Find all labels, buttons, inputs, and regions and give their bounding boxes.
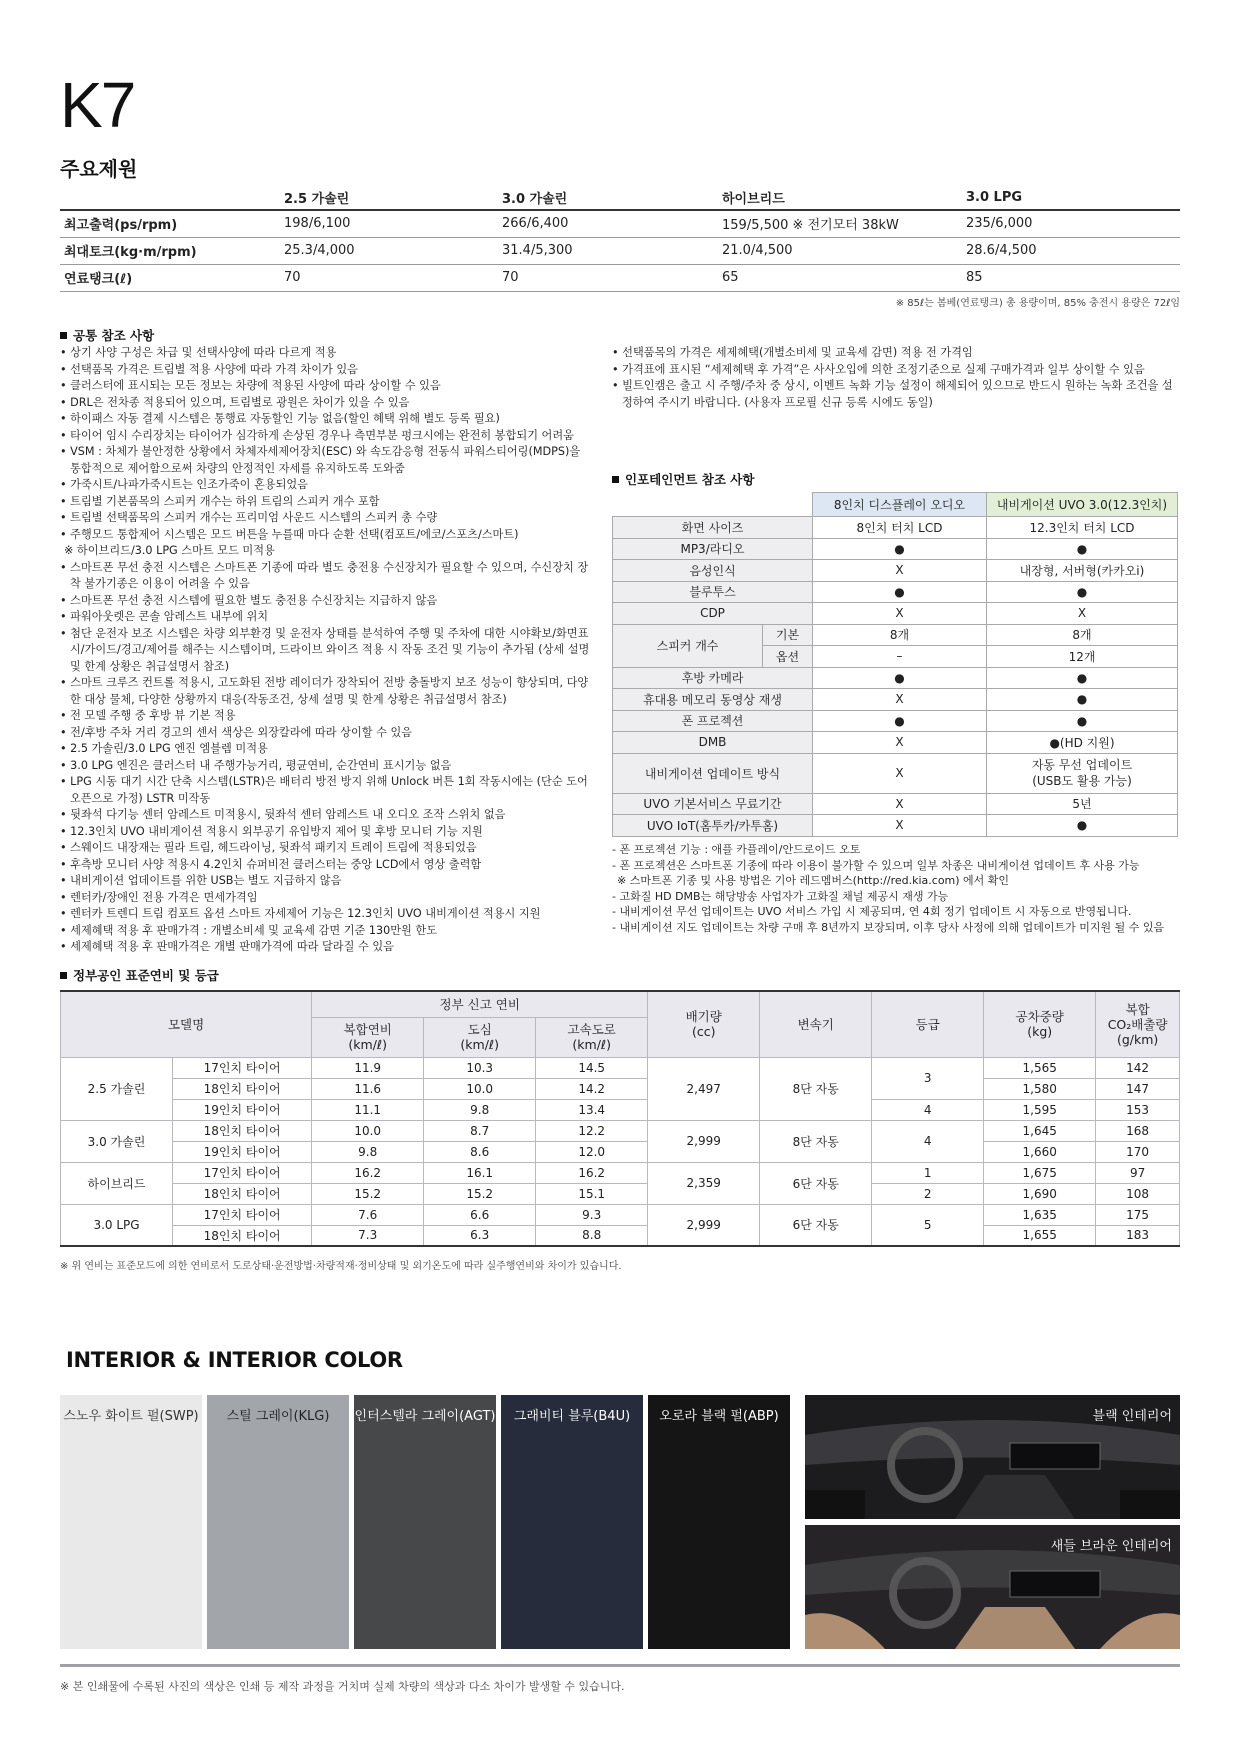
list-item: • 스마트폰 무선 충전 시스템에 필요한 별도 충전용 수신장치는 지급하지 않음: [60, 593, 590, 610]
common-notes-left: [60, 345, 590, 956]
list-item: - 폰 프로젝션은 스마트폰 기종에 따라 이용이 불가할 수 있으며 일부 차종은 내비게이션 업데이트 후 사용 가능: [612, 858, 1182, 874]
table-row: MP3/라디오 ● ●: [613, 538, 1178, 560]
table-row: 3.0 가솔린 18인치 타이어 10.0 8.7 12.2 2,999 8단 자동 4 1,645 168: [61, 1120, 1180, 1141]
infotainment-title: 인포테인먼트 참조 사항: [612, 470, 754, 488]
swatch-label: 스노우 화이트 펄(SWP): [63, 1409, 199, 1424]
specs-table: [60, 186, 1180, 292]
table-row: 블루투스 ● ●: [613, 581, 1178, 603]
list-item: • 전/후방 주차 거리 경고의 센서 색상은 외장칼라에 따라 상이할 수 있음: [60, 725, 590, 742]
color-swatch: [60, 1395, 202, 1649]
table-row: 스피커 개수 기본 8개 8개: [613, 624, 1178, 646]
list-item: • 3.0 LPG 엔진은 클러스터 내 주행가능거리, 평균연비, 순간연비 표시기능 없음: [60, 758, 590, 775]
list-item: • 전 모델 주행 중 후방 뷰 기본 적용: [60, 708, 590, 725]
specs-col: 하이브리드: [718, 186, 962, 210]
table-row: 18인치 타이어 7.3 6.3 8.8 1,655 183: [61, 1225, 1180, 1246]
interior-photo-brown: [805, 1525, 1180, 1649]
list-item: • 뒷좌석 다기능 센터 암레스트 미적용시, 뒷좌석 센터 암레스트 내 오디오 조작 스위치 없음: [60, 807, 590, 824]
common-title: 공통 참조 사항: [60, 326, 154, 344]
list-item: • 세제혜택 적용 후 판매가격은 개별 판매가격에 따라 달라질 수 있음: [60, 939, 590, 956]
color-swatch: [354, 1395, 496, 1649]
list-item: • VSM : 차체가 불안정한 상황에서 차체자세제어장치(ESC) 와 속도감응형 전동식 파워스티어링(MDPS)을 통합적으로 제어함으로써 차량의 안정적인 자세를 유지하도록 도와줌: [60, 444, 590, 477]
common-notes-right: [612, 345, 1180, 411]
table-row: 3.0 LPG 17인치 타이어 7.6 6.6 9.3 2,999 6단 자동 5 1,635 175: [61, 1204, 1180, 1225]
table-row: 19인치 타이어 9.8 8.6 12.0 1,660 170: [61, 1141, 1180, 1162]
table-row: 내비게이션 업데이트 방식 X 자동 무선 업데이트 (USB도 활용 가능): [613, 753, 1178, 793]
table-row: 옵션 – 12개: [613, 646, 1178, 668]
list-item: • 선택품목 가격은 트림별 적용 사양에 따라 가격 차이가 있음: [60, 362, 590, 379]
list-item: • 스마트 크루즈 컨트롤 적용시, 고도화된 전방 레이더가 장착되어 전방 충돌방지 보조 성능이 향상되며, 다양한 대상 물체, 다양한 상황까지 대응(작동조건, 상세 설명 및 한계 상황은 취급설명서 참조): [60, 675, 590, 708]
list-item: • 타이어 임시 수리장치는 타이어가 심각하게 손상된 경우나 측면부분 펑크시에는 완전히 봉합되기 어려움: [60, 428, 590, 445]
table-row: UVO IoT(홈투카/카투홈) X ●: [613, 815, 1178, 837]
specs-note: ※ 85ℓ는 봄베(연료탱크) 총 용량이며, 85% 충전시 용량은 72ℓ임: [895, 298, 1180, 309]
list-item: • LPG 시동 대기 시간 단축 시스템(LSTR)은 배터리 방전 방지 위해 Unlock 버튼 1회 작동시에는 (단순 도어 오픈으로 가정) LSTR 미작동: [60, 774, 590, 807]
table-row: 폰 프로젝션 ● ●: [613, 710, 1178, 732]
list-item: • 스마트폰 무선 충전 시스템은 스마트폰 기종에 따라 별도 충전용 수신장치가 필요할 수 있으며, 수신장치 장착 불가기종은 이용이 어려울 수 있음: [60, 560, 590, 593]
photo-label: 블랙 인테리어: [1092, 1409, 1172, 1424]
color-swatch: [207, 1395, 349, 1649]
list-item: • 파워아웃렛은 콘솔 암레스트 내부에 위치: [60, 609, 590, 626]
swatch-label: 스틸 그레이(KLG): [226, 1409, 330, 1424]
specs-col: 2.5 가솔린: [280, 186, 498, 210]
table-row: 최대토크(kg·m/rpm) 25.3/4,000 31.4/5,300 21.0/4,500 28.6/4,500: [60, 237, 1180, 264]
list-item: - 고화질 HD DMB는 해당방송 사업자가 고화질 채널 제공시 재생 가능: [612, 889, 1182, 905]
list-item: • 트림별 선택품목의 스피커 개수는 프리미엄 사운드 시스템의 스피커 총 수량: [60, 510, 590, 527]
table-row: UVO 기본서비스 무료기간 X 5년: [613, 793, 1178, 815]
table-row: 하이브리드 17인치 타이어 16.2 16.1 16.2 2,359 6단 자동 1 1,675 97: [61, 1162, 1180, 1183]
list-item: • 트림별 기본품목의 스피커 개수는 하위 트림의 스피커 개수 포함: [60, 494, 590, 511]
swatch-label: 인터스텔라 그레이(AGT): [354, 1409, 496, 1424]
infotainment-notes: [612, 842, 1182, 935]
table-row: 19인치 타이어 11.1 9.8 13.4 4 1,595 153: [61, 1099, 1180, 1120]
footer-divider: [60, 1664, 1180, 1667]
list-item: • 하이패스 자동 결제 시스템은 통행료 자동할인 기능 없음(할인 혜택 위해 별도 등록 필요): [60, 411, 590, 428]
list-item: • 렌터카/장애인 전용 가격은 면세가격임: [60, 890, 590, 907]
swatch-label: 그래비티 블루(B4U): [513, 1409, 631, 1424]
table-row: 2.5 가솔린 17인치 타이어 11.9 10.3 14.5 2,497 8단 자동 3 1,565 142: [61, 1057, 1180, 1078]
table-row: DMB X ●(HD 지원): [613, 732, 1178, 754]
list-item: • DRL은 전차종 적용되어 있으며, 트림별로 광원은 차이가 있을 수 있음: [60, 395, 590, 412]
list-item: • 첨단 운전자 보조 시스템은 차량 외부환경 및 운전자 상태를 분석하여 주행 및 주차에 대한 시야확보/화면표시/가이드/경고/제어를 해주는 시스템이며, 드라이브 와이즈 적용 시 작동 조건 및 기능이 추가됨 (상세 설명 및 한계 상황은 취급설명서 참조): [60, 626, 590, 676]
model-title: K7: [60, 69, 135, 141]
list-item: • 후측방 모니터 사양 적용시 4.2인치 슈퍼비전 클러스터는 중앙 LCD에서 영상 출력함: [60, 857, 590, 874]
specs-title: 주요제원: [60, 157, 138, 181]
list-item: • 가격표에 표시된 “세제혜택 후 가격”은 사사오입에 의한 조정기준으로 실제 구매가격과 일부 상이할 수 있음: [612, 362, 1180, 379]
specs-col: 3.0 LPG: [962, 186, 1180, 210]
infotainment-table: 8인치 디스플레이 오디오 내비게이션 UVO 3.0(12.3인치) 화면 사이즈 8인치 터치 LCD 12.3인치 터치 LCD MP3/라디오 ● ● 음성인식 X 내장형, 서버형(카카오i) 블루투스 ● ● CDP X X 스피커 개수 기본 8개 8개 옵션 – 12개 후방 카메라 ● ● 휴대용 메모리 동영상 재생 X ● 폰 프로젝션 ● ● DMB X ●(HD 지원) 내비게이션 업데이트 방식 X 자동 무선 업데이트 (USB도 활용 가능) UVO 기본서비스 무료기간 X 5년 UVO IoT(홈투카/카투홈) X ●: [612, 492, 1178, 837]
table-row: 휴대용 메모리 동영상 재생 X ●: [613, 689, 1178, 711]
list-item: • 12.3인치 UVO 내비게이션 적용시 외부공기 유입방지 제어 및 후방 모니터 기능 지원: [60, 824, 590, 841]
list-item: - 내비게이션 지도 업데이트는 차량 구매 후 8년까지 보장되며, 이후 당사 사정에 의해 업데이트가 미지원 될 수 있음: [612, 920, 1182, 936]
table-row: CDP X X: [613, 603, 1178, 625]
table-row: 음성인식 X 내장형, 서버형(카카오i): [613, 560, 1178, 582]
table-row: 18인치 타이어 15.2 15.2 15.1 2 1,690 108: [61, 1183, 1180, 1204]
list-item: • 스웨이드 내장재는 필라 트림, 헤드라이닝, 뒷좌석 패키지 트레이 트림에 적용되었음: [60, 840, 590, 857]
fuel-title: 정부공인 표준연비 및 등급: [60, 966, 219, 984]
table-row: 최고출력(ps/rpm) 198/6,100 266/6,400 159/5,500 ※ 전기모터 38kW 235/6,000: [60, 210, 1180, 237]
list-item: • 빌트인캠은 출고 시 주행/주차 중 상시, 이벤트 녹화 기능 설정이 해제되어 있으므로 반드시 원하는 녹화 조건을 설정하여 주시기 바랍니다. (사용자 프로필 신규 등록 시에도 동일): [612, 378, 1180, 411]
list-item: • 렌터카 트렌디 트림 컴포트 옵션 스마트 자세제어 기능은 12.3인치 UVO 내비게이션 적용시 지원: [60, 906, 590, 923]
list-item: - 내비게이션 무선 업데이트는 UVO 서비스 가입 시 제공되며, 연 4회 정기 업데이트 시 자동으로 반영됩니다.: [612, 904, 1182, 920]
interior-photo-black: [805, 1395, 1180, 1519]
list-item: • 세제혜택 적용 후 판매가격 : 개별소비세 및 교육세 감면 기준 130만원 한도: [60, 923, 590, 940]
table-row: 후방 카메라 ● ●: [613, 667, 1178, 689]
list-item: • 클러스터에 표시되는 모든 정보는 차량에 적용된 사양에 따라 상이할 수 있음: [60, 378, 590, 395]
photo-label: 새들 브라운 인테리어: [1050, 1539, 1172, 1554]
table-row: 18인치 타이어 11.6 10.0 14.2 1,580 147: [61, 1078, 1180, 1099]
table-row: 연료탱크(ℓ) 70 70 65 85: [60, 264, 1180, 291]
list-item: • 가죽시트/나파가죽시트는 인조가죽이 혼용되었음: [60, 477, 590, 494]
footer-note: ※ 본 인쇄물에 수록된 사진의 색상은 인쇄 등 제작 과정을 거치며 실제 차량의 색상과 다소 차이가 발생할 수 있습니다.: [60, 1680, 625, 1693]
fuel-note: ※ 위 연비는 표준모드에 의한 연비로서 도로상태·운전방법·차량적재·정비상태 및 외기온도에 따라 실주행연비와 차이가 있습니다.: [60, 1261, 622, 1272]
list-item: • 주행모드 통합제어 시스템은 모드 버튼을 누를때 마다 순환 선택(컴포트/에코/스포츠/스마트): [60, 527, 590, 544]
list-item: • 상기 사양 구성은 차급 및 선택사양에 따라 다르게 적용: [60, 345, 590, 362]
list-item: • 선택품목의 가격은 세제혜택(개별소비세 및 교육세 감면) 적용 전 가격임: [612, 345, 1180, 362]
list-item: ※ 하이브리드/3.0 LPG 스마트 모드 미적용: [64, 544, 275, 557]
color-swatch: [501, 1395, 643, 1649]
color-swatch: [648, 1395, 790, 1649]
specs-col: 3.0 가솔린: [498, 186, 718, 210]
list-item: • 내비게이션 업데이트를 위한 USB는 별도 지급하지 않음: [60, 873, 590, 890]
fuel-table: 모델명 정부 신고 연비 배기량 (cc) 변속기 등급 공차중량 (kg) 복합 CO₂배출량 (g/km) 복합연비 (km/ℓ) 도심 (km/ℓ) 고속도로 (km/ℓ) 2.5 가솔린 17인치 타이어 11.9 10.3 14.5 2,497 8단 자동 3 1,565 142 18인치 타이어 11.6 10.0 14.2 1,580 147 19인치 타이어 11.1 9.8 13.4 4 1,595 153 3.0 가솔린 18인치 타이어 10.0 8.7 12.2 2,999 8단 자동 4 1,645 168 19인치 타이어 9.8 8.6 12.0 1,660 170 하이브리드 17인치 타이어 16.2 16.1 16.2 2,359 6단 자동 1 1,675 97 18인치 타이어 15.2 15.2 15.1 2 1,690 108 3.0 LPG 17인치 타이어 7.6 6.6 9.3 2,999 6단 자동 5 1,635 175 18인치 타이어 7.3 6.3 8.8 1,655 183: [60, 990, 1180, 1247]
list-item: • 2.5 가솔린/3.0 LPG 엔진 엠블렘 미적용: [60, 741, 590, 758]
table-row: 화면 사이즈 8인치 터치 LCD 12.3인치 터치 LCD: [613, 517, 1178, 539]
interior-title: INTERIOR & INTERIOR COLOR: [66, 1348, 403, 1372]
swatch-label: 오로라 블랙 펄(ABP): [659, 1409, 779, 1424]
list-item: ※ 스마트폰 기종 및 사용 방법은 기아 레드멤버스(http://red.kia.com) 에서 확인: [617, 874, 1010, 887]
list-item: - 폰 프로젝션 기능 : 애플 카플레이/안드로이드 오토: [612, 842, 1182, 858]
